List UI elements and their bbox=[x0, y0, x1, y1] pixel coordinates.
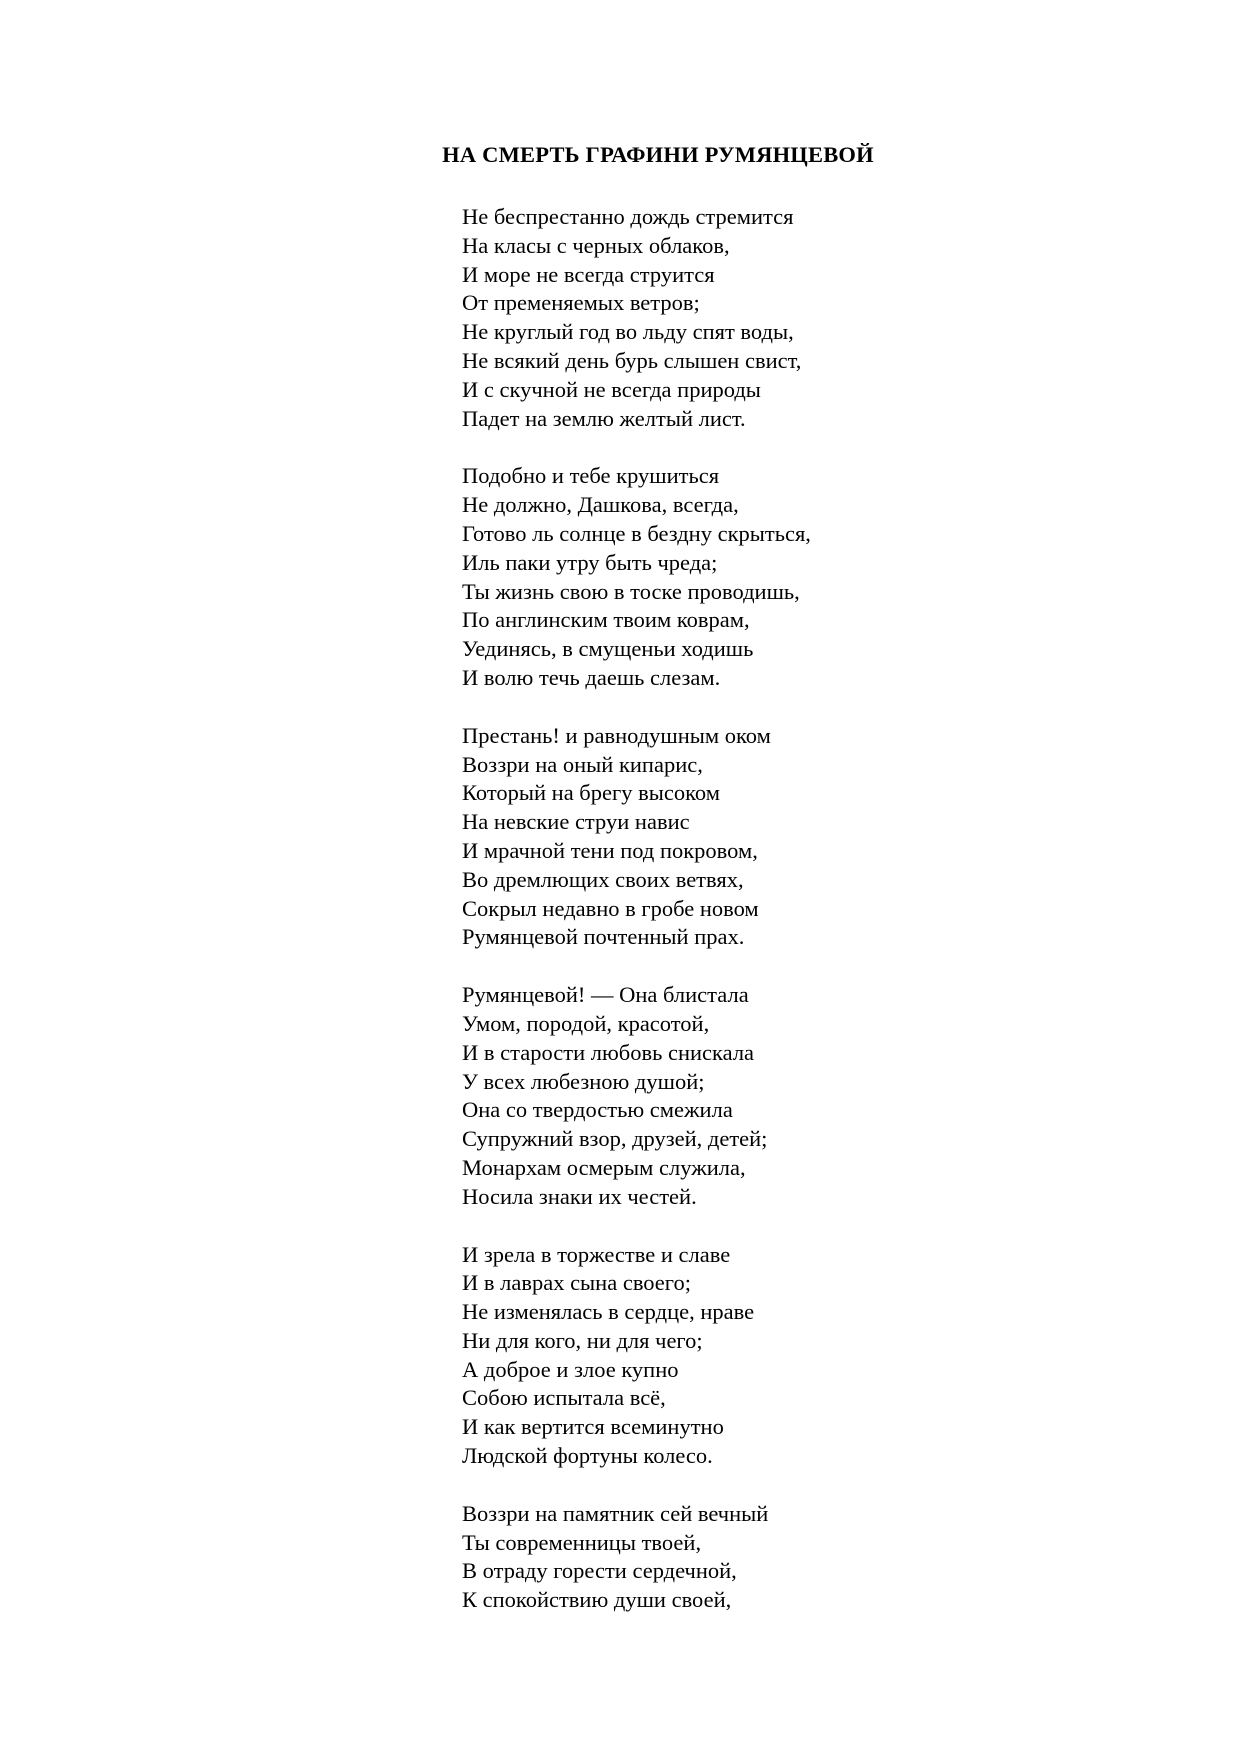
poem-line: Не всякий день бурь слышен свист, bbox=[462, 347, 802, 373]
poem-line: Ни для кого, ни для чего; bbox=[462, 1327, 703, 1353]
poem-line: Уединясь, в смущеньи ходишь bbox=[462, 636, 754, 662]
poem-line: И море не всегда струится bbox=[462, 261, 715, 287]
poem-line: Носила знаки их честей. bbox=[462, 1183, 697, 1209]
poem-title: НА СМЕРТЬ ГРАФИНИ РУМЯНЦЕВОЙ bbox=[442, 142, 874, 167]
poem-line: А доброе и злое купно bbox=[462, 1356, 679, 1382]
poem-line: К спокойствию души своей, bbox=[462, 1587, 732, 1613]
stanza bbox=[462, 462, 1162, 692]
poem-line: Румянцевой почтенный прах. bbox=[462, 924, 745, 950]
poem-line: Людской фортуны колесо. bbox=[462, 1443, 713, 1469]
stanza bbox=[462, 981, 1162, 1211]
poem-line: Сокрыл недавно в гробе новом bbox=[462, 895, 759, 921]
poem-line: Не круглый год во льду спят воды, bbox=[462, 319, 794, 345]
poem-line: И как вертится всеминутно bbox=[462, 1414, 724, 1440]
poem-line: Умом, породой, красотой, bbox=[462, 1010, 710, 1036]
poem-line: Иль паки утру быть чреда; bbox=[462, 549, 718, 575]
poem-line: Воззри на памятник сей вечный bbox=[462, 1500, 769, 1526]
stanza bbox=[462, 1241, 1162, 1471]
poem-body bbox=[462, 203, 1162, 1644]
poem-line: Супружний взор, друзей, детей; bbox=[462, 1126, 768, 1152]
poem-line: Не беспрестанно дождь стремится bbox=[462, 204, 794, 229]
stanza bbox=[462, 722, 1162, 952]
poem-line: От пременяемых ветров; bbox=[462, 290, 700, 316]
poem-line: Воззри на оный кипарис, bbox=[462, 751, 703, 777]
poem-line: Во дремлющих своих ветвях, bbox=[462, 866, 744, 892]
poem-line: Румянцевой! — Она блистала bbox=[462, 982, 749, 1008]
poem-line: Готово ль солнце в бездну скрыться, bbox=[462, 520, 811, 546]
poem-line: Ты жизнь свою в тоске проводишь, bbox=[462, 578, 800, 604]
poem-line: По англинским твоим коврам, bbox=[462, 607, 750, 633]
poem-line: И в старости любовь снискала bbox=[462, 1039, 755, 1065]
poem-line: Падет на землю желтый лист. bbox=[462, 405, 746, 431]
poem-line: У всех любезною душой; bbox=[462, 1068, 705, 1094]
poem-line: И волю течь даешь слезам. bbox=[462, 664, 721, 690]
poem-line: Не должно, Дашкова, всегда, bbox=[462, 492, 739, 518]
stanza bbox=[462, 1500, 1162, 1615]
poem-line: На невские струи навис bbox=[462, 809, 690, 835]
poem-line: В отраду горести сердечной, bbox=[462, 1558, 737, 1584]
poem-line: Ты современницы твоей, bbox=[462, 1529, 702, 1555]
poem-line: Не изменялась в сердце, нраве bbox=[462, 1299, 755, 1325]
poem-line: Она со твердостью смежила bbox=[462, 1097, 733, 1123]
poem-line: И зрела в торжестве и славе bbox=[462, 1241, 731, 1267]
poem-line: На класы с черных облаков, bbox=[462, 232, 730, 258]
poem-line: Подобно и тебе крушиться bbox=[462, 463, 720, 489]
poem-line: Престань! и равнодушным оком bbox=[462, 722, 771, 748]
poem-line: Собою испытала всё, bbox=[462, 1385, 666, 1411]
poem-line: Который на брегу высоком bbox=[462, 780, 720, 806]
poem-line: И в лаврах сына своего; bbox=[462, 1270, 691, 1296]
poem-line: Монархам осмерым служила, bbox=[462, 1154, 746, 1180]
poem-line: И мрачной тени под покровом, bbox=[462, 837, 758, 863]
stanza bbox=[462, 203, 1162, 433]
poem-line: И с скучной не всегда природы bbox=[462, 376, 761, 402]
